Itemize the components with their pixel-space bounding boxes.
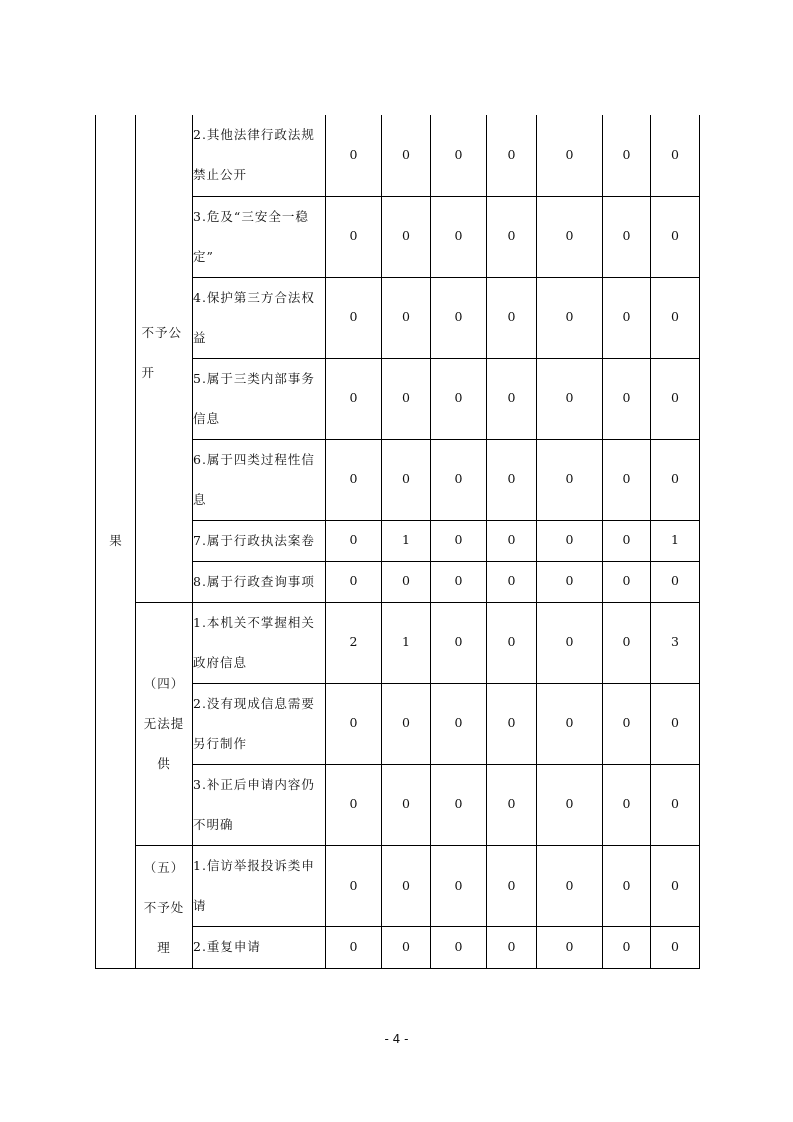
value-cell: 0 (431, 845, 487, 927)
group-title-cell (136, 115, 193, 602)
value-cell: 0 (431, 277, 487, 358)
value-cell: 0 (651, 683, 700, 764)
value-cell: 0 (431, 927, 487, 968)
row-label-cell (193, 439, 326, 520)
value-cell: 0 (537, 561, 603, 602)
value-cell: 0 (431, 196, 487, 277)
value-cell: 0 (487, 764, 537, 845)
row-label: 3.补正后申请内容仍不明确 (193, 776, 315, 832)
value-cell: 0 (603, 115, 651, 196)
value-cell: 0 (651, 196, 700, 277)
value-cell: 0 (382, 764, 431, 845)
row-label-cell (193, 115, 326, 196)
value-cell: 0 (487, 358, 537, 439)
group-title-line: 理 (157, 939, 171, 955)
value-cell: 0 (382, 277, 431, 358)
row-label-cell (193, 927, 326, 968)
table-row (96, 602, 700, 683)
value-cell: 0 (487, 196, 537, 277)
row-label-cell (193, 358, 326, 439)
value-cell: 0 (537, 602, 603, 683)
group-title-line: 无法提 (143, 715, 185, 731)
value-cell: 0 (431, 358, 487, 439)
row-label: 7.属于行政执法案卷 (193, 532, 315, 548)
group-title-line: 不予处 (143, 899, 185, 915)
value-cell: 0 (603, 845, 651, 927)
value-cell: 0 (651, 358, 700, 439)
value-cell: 0 (487, 927, 537, 968)
group-title-cell (136, 845, 193, 968)
value-cell: 1 (382, 602, 431, 683)
value-cell: 0 (382, 845, 431, 927)
row-label: 2.没有现成信息需要另行制作 (193, 695, 315, 751)
table-row (96, 115, 700, 196)
value-cell: 0 (603, 927, 651, 968)
row-label: 6.属于四类过程性信息 (193, 451, 315, 507)
row-label: 3.危及“三安全一稳定” (193, 208, 309, 264)
value-cell: 0 (537, 845, 603, 927)
value-cell: 3 (651, 602, 700, 683)
value-cell: 0 (431, 764, 487, 845)
value-cell: 0 (382, 196, 431, 277)
value-cell: 0 (537, 927, 603, 968)
value-cell: 0 (431, 115, 487, 196)
value-cell: 0 (487, 439, 537, 520)
group-title-line: 不予公 (141, 325, 183, 341)
value-cell: 0 (537, 683, 603, 764)
value-cell: 0 (487, 845, 537, 927)
row-label-cell (193, 845, 326, 927)
value-cell: 0 (382, 561, 431, 602)
value-cell: 0 (603, 683, 651, 764)
value-cell: 0 (487, 277, 537, 358)
value-cell: 0 (651, 927, 700, 968)
value-cell: 0 (537, 196, 603, 277)
statistics-table (95, 115, 700, 969)
value-cell: 0 (487, 683, 537, 764)
value-cell: 0 (603, 561, 651, 602)
value-cell: 0 (326, 196, 382, 277)
value-cell: 0 (537, 764, 603, 845)
value-cell: 1 (651, 520, 700, 561)
row-label-cell (193, 602, 326, 683)
value-cell: 0 (537, 277, 603, 358)
value-cell: 0 (651, 845, 700, 927)
row-label-cell (193, 196, 326, 277)
row-label: 1.本机关不掌握相关政府信息 (193, 614, 315, 670)
value-cell: 0 (326, 764, 382, 845)
value-cell: 0 (651, 439, 700, 520)
row-label: 8.属于行政查询事项 (193, 573, 315, 589)
value-cell: 0 (487, 520, 537, 561)
value-cell: 0 (651, 115, 700, 196)
row-label: 5.属于三类内部事务信息 (193, 370, 315, 426)
row-label: 2.其他法律行政法规禁止公开 (193, 127, 315, 183)
row-label-cell (193, 277, 326, 358)
value-cell: 0 (326, 358, 382, 439)
value-cell: 0 (326, 520, 382, 561)
value-cell: 0 (537, 520, 603, 561)
section-label-cell (96, 115, 136, 968)
value-cell: 0 (651, 277, 700, 358)
page-number: - 4 - (384, 1032, 409, 1046)
value-cell: 0 (603, 277, 651, 358)
row-label-cell (193, 520, 326, 561)
group-title-line: （五） (143, 859, 185, 875)
value-cell: 1 (382, 520, 431, 561)
value-cell: 2 (326, 602, 382, 683)
table-row (96, 845, 700, 927)
value-cell: 0 (487, 115, 537, 196)
value-cell: 0 (651, 764, 700, 845)
value-cell: 0 (382, 115, 431, 196)
section-label: 果 (109, 533, 122, 548)
value-cell: 0 (487, 561, 537, 602)
value-cell: 0 (326, 845, 382, 927)
value-cell: 0 (603, 764, 651, 845)
value-cell: 0 (431, 602, 487, 683)
value-cell: 0 (603, 520, 651, 561)
value-cell: 0 (537, 439, 603, 520)
value-cell: 0 (326, 561, 382, 602)
row-label-cell (193, 683, 326, 764)
value-cell: 0 (382, 439, 431, 520)
group-title-cell (136, 602, 193, 845)
group-title-line: （四） (143, 675, 185, 691)
value-cell: 0 (382, 927, 431, 968)
row-label: 4.保护第三方合法权益 (193, 289, 315, 345)
value-cell: 0 (326, 927, 382, 968)
row-label: 1.信访举报投诉类申请 (193, 857, 315, 913)
row-label-cell (193, 561, 326, 602)
value-cell: 0 (537, 115, 603, 196)
value-cell: 0 (603, 602, 651, 683)
value-cell: 0 (326, 439, 382, 520)
value-cell: 0 (326, 115, 382, 196)
value-cell: 0 (603, 439, 651, 520)
value-cell: 0 (537, 358, 603, 439)
value-cell: 0 (326, 683, 382, 764)
value-cell: 0 (431, 561, 487, 602)
value-cell: 0 (382, 358, 431, 439)
value-cell: 0 (651, 561, 700, 602)
group-title-line: 开 (141, 365, 156, 381)
value-cell: 0 (382, 683, 431, 764)
group-title-line: 供 (157, 755, 171, 771)
value-cell: 0 (603, 196, 651, 277)
value-cell: 0 (431, 683, 487, 764)
value-cell: 0 (431, 520, 487, 561)
row-label: 2.重复申请 (193, 939, 261, 955)
value-cell: 0 (431, 439, 487, 520)
row-label-cell (193, 764, 326, 845)
value-cell: 0 (326, 277, 382, 358)
value-cell: 0 (487, 602, 537, 683)
value-cell: 0 (603, 358, 651, 439)
